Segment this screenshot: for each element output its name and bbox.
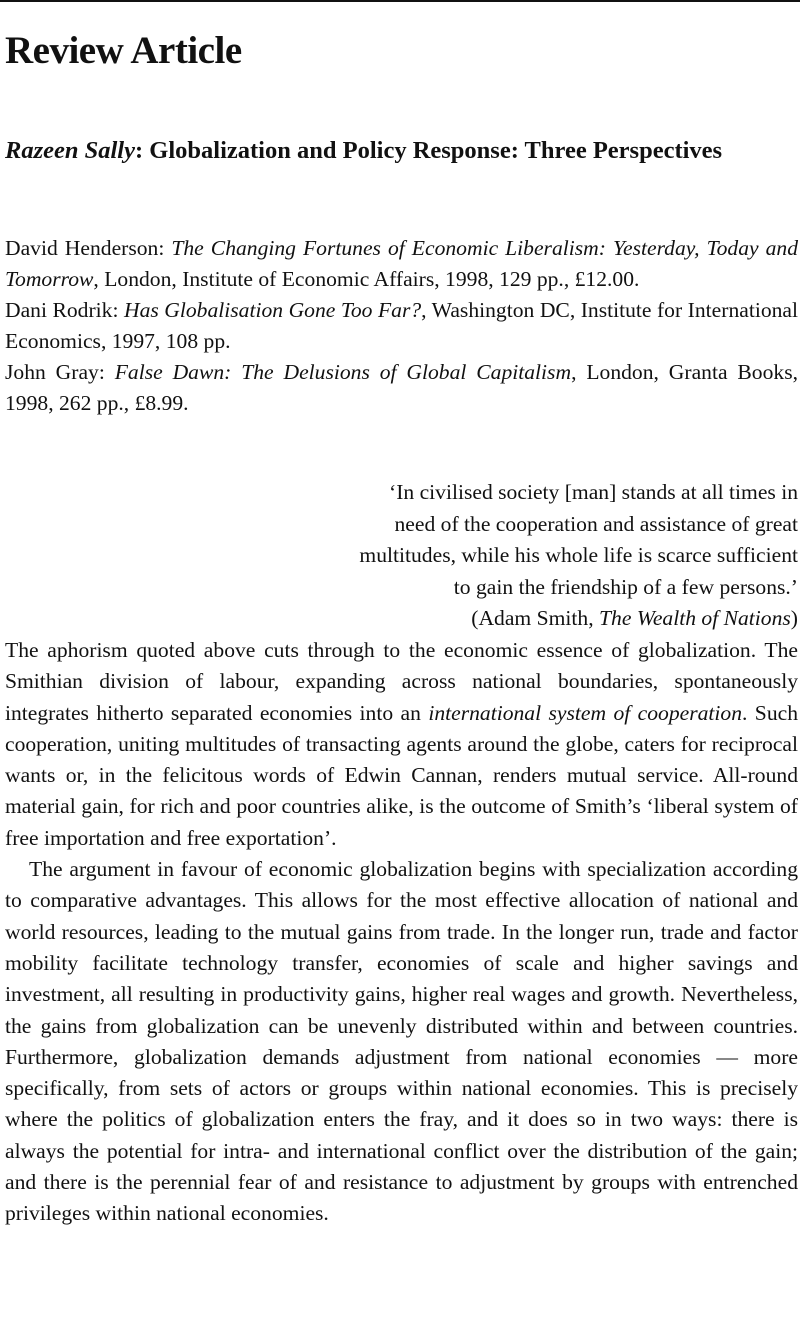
emphasis-text: international system of cooperation — [428, 700, 743, 725]
epigraph-line: to gain the friendship of a few persons.’ — [453, 574, 798, 599]
book-author: David Henderson: — [5, 236, 172, 260]
epigraph-attribution — [228, 603, 798, 635]
article-body — [5, 635, 798, 1230]
body-paragraph: The argument in favour of economic globalization begins with specialization according to comparative advantages. This allows for the most effective allocation of national and world resources, leading to the mutual gains from trade. In the longer run, trade and factor mobility facilitate technology transfer, economies of scale and higher savings and investment, all resulting in productivity gains, higher real wages and growth. Nevertheless, the gains from globalization can be unevenly distributed within and between countries. Furthermore, globalization demands adjustment from national economies — more specifically, from sets of actors or groups within national economies. This is precisely where the politics of globalization enters the fray, and it does so in two ways: there is always the potential for intra- and international conf​lict over the distribution of the gain; and there is the perennial fear of and resistance to adjustment by groups with entrenched privileges within national economies. — [5, 857, 798, 1226]
article-title: Globalization and Policy Response: Three Perspectives — [149, 137, 723, 164]
book-details: , London, Granta Books, 1998, 262 pp., £8.99. — [5, 360, 799, 415]
body-paragraph — [5, 635, 798, 854]
epigraph — [228, 477, 798, 635]
section-heading: Review Article — [5, 29, 242, 72]
attribution-suffix: ) — [790, 606, 798, 630]
paragraph-text: . Such cooperation, uniting multitudes of transacting agents around the globe, caters for reciprocal wants or, in the felicitous words of Edwin Cannan, renders mutual service. All-round material gain, for rich and poor countries alike, is the outcome of Smith’s ‘liberal system of free importation and free exportation’. — [5, 700, 798, 850]
article-title-block — [5, 134, 798, 167]
book-author: Dani Rodrik: — [5, 298, 124, 322]
epigraph-line: need of the cooperation and assistance of great — [394, 511, 798, 536]
reviewed-books-list — [5, 233, 798, 419]
reviewed-book-entry — [5, 357, 798, 419]
reviewed-book-entry — [5, 295, 798, 357]
attribution-prefix: (Adam Smith, — [471, 606, 600, 630]
book-details: , London, Institute of Economic Affairs, 1998, 129 pp., £12.00. — [93, 267, 640, 291]
attribution-work: The Wealth of Nations — [599, 606, 791, 630]
epigraph-line: multitudes, while his whole life is scarce sufficient — [359, 543, 798, 567]
book-title: The Changing Fortunes of Economic Liberalism: Yesterday, Today and Tomorrow — [5, 236, 798, 291]
book-details: , Washington DC, Institute for International Economics, 1997, 108 pp. — [5, 298, 798, 353]
title-separator: : — [135, 137, 150, 164]
article-author: Razeen Sally — [5, 137, 135, 164]
reviewed-book-entry — [5, 233, 798, 295]
book-author: John Gray: — [5, 360, 115, 384]
epigraph-line: ‘In civilised society [man] stands at all times in — [389, 480, 798, 504]
book-title: Has Globalisation Gone Too Far? — [123, 298, 422, 322]
paragraph-text: The aphorism quoted above cuts through to the economic essence of globalization. The Smithian division of labour, expanding across national boundaries, spontaneously integrates hitherto separated economies into an — [5, 638, 798, 725]
book-title: False Dawn: The Delusions of Global Capitalism — [114, 360, 572, 384]
top-rule — [0, 0, 800, 2]
